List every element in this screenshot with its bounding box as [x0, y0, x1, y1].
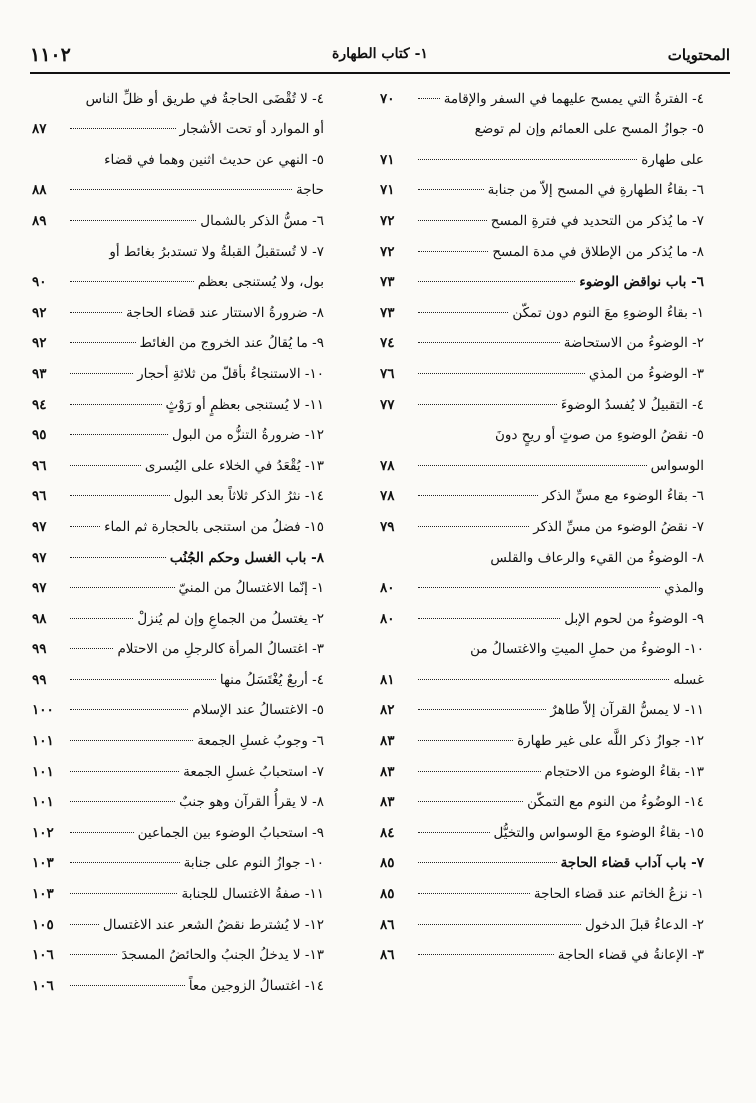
leader-dots — [70, 832, 134, 833]
toc-entry — [380, 902, 704, 933]
entry-title: ٨- باب الغسل وحكم الجُنُب — [169, 549, 324, 566]
entry-title: ٩- ما يُقالُ عند الخروج من الغائط — [139, 335, 324, 352]
toc-entry — [380, 168, 704, 199]
entry-page-number: ٧٧ — [380, 396, 395, 413]
toc-entry — [380, 871, 704, 902]
entry-page-number: ٨٠ — [380, 580, 395, 597]
toc-entry — [32, 137, 324, 168]
entry-page-number: ١٠٣ — [32, 886, 54, 903]
leader-dots — [70, 893, 177, 894]
entry-page-number: ١٠١ — [32, 733, 54, 750]
entry-title: ١- نزعُ الخاتم عند قضاء الحاجة — [533, 886, 704, 903]
leader-dots — [418, 373, 585, 374]
entry-title: ١٣- يُقْعَدُ في الخلاء على اليُسرى — [144, 457, 324, 474]
leader-dots — [70, 189, 292, 190]
toc-entry — [32, 290, 324, 321]
leader-dots — [70, 495, 170, 496]
toc-entry — [32, 627, 324, 658]
leader-dots — [70, 465, 141, 466]
entry-title: ١١- لا يمسُّ القرآن إلاّ طاهرٌ — [550, 702, 704, 719]
entry-title: ٧- استحبابُ غسلِ الجمعة — [183, 763, 324, 780]
entry-page-number: ٧٤ — [380, 335, 395, 352]
entry-page-number: ٩٧ — [32, 518, 47, 535]
leader-dots — [418, 832, 490, 833]
entry-title: ٨- لا يقرأُ القرآن وهو جنبٌ — [179, 794, 324, 811]
leader-dots — [418, 220, 487, 221]
toc-entry — [32, 351, 324, 382]
toc-entry — [32, 321, 324, 352]
leader-dots — [418, 312, 508, 313]
toc-entry — [380, 596, 704, 627]
toc-entry — [32, 688, 324, 719]
entry-page-number: ٧٨ — [380, 457, 395, 474]
entry-page-number: ١٠١ — [32, 794, 54, 811]
entry-title: ٢- يغتسلُ من الجماعِ وإن لم يُنزلْ — [137, 610, 324, 627]
toc-entry — [380, 198, 704, 229]
entry-page-number: ٧٨ — [380, 488, 395, 505]
entry-page-number: ٩٧ — [32, 580, 47, 597]
entry-title: ٨- ضرورةُ الاستتار عند قضاء الحاجة — [126, 304, 324, 321]
leader-dots — [418, 251, 488, 252]
leader-dots — [70, 862, 180, 863]
entry-page-number: ٨٣ — [380, 733, 395, 750]
toc-entry — [380, 229, 704, 260]
entry-title: ١٤- نثرُ الذكر ثلاثاً بعد البول — [173, 488, 324, 505]
entry-title: ٦- بقاءُ الوضوء مع مسِّ الذكر — [542, 488, 704, 505]
toc-chapter-entry — [380, 841, 704, 872]
toc-entry — [32, 871, 324, 902]
entry-title: ٣- الوضوءُ من المذي — [588, 365, 704, 382]
entry-title: ٢- الوضوءُ من الاستحاضة — [563, 335, 704, 352]
toc-entry — [380, 504, 704, 535]
entry-title: والمذي — [664, 580, 704, 597]
entry-title: ٥- نقضُ الوضوءِ من صوتٍ أو ريحٍ دونَ — [495, 427, 704, 444]
leader-dots — [418, 618, 560, 619]
entry-title: ١٥- فضلُ من استنجى بالحجارة ثم الماء — [104, 518, 324, 535]
entry-page-number: ١٠٢ — [32, 824, 54, 841]
entry-page-number: ٩٦ — [32, 488, 47, 505]
leader-dots — [70, 557, 166, 558]
entry-title: ٧- ما يُذكر من التحديد في فترةِ المسح — [490, 212, 704, 229]
entry-title: ٧- باب آداب قضاء الحاجة — [560, 855, 704, 872]
entry-title: ٣- الإعانةُ في قضاء الحاجة — [557, 947, 704, 964]
toc-entry — [380, 566, 704, 597]
running-title: ١- كتاب الطهارة — [332, 46, 428, 62]
toc-entry — [380, 107, 704, 138]
leader-dots — [418, 862, 557, 863]
entry-title: ١٢- لا يُشترط نقضُ الشعر عند الاغتسال — [102, 916, 324, 933]
entry-title: ١٠- الوضوءُ من حملِ الميتِ والاغتسالُ من — [470, 641, 704, 658]
toc-entry — [32, 229, 324, 260]
entry-page-number: ١٠١ — [32, 763, 54, 780]
leader-dots — [418, 740, 513, 741]
leader-dots — [418, 404, 557, 405]
leader-dots — [418, 587, 660, 588]
leader-dots — [70, 342, 136, 343]
entry-title: ٥- النهي عن حديث اثنين وهما في قضاء — [104, 151, 324, 168]
leader-dots — [70, 526, 100, 527]
toc-chapter-entry — [32, 535, 324, 566]
entry-page-number: ٧١ — [380, 182, 395, 199]
leader-dots — [418, 159, 637, 160]
leader-dots — [418, 954, 554, 955]
leader-dots — [70, 404, 162, 405]
entry-page-number: ١٠٠ — [32, 702, 54, 719]
leader-dots — [70, 587, 175, 588]
toc-chapter-entry — [380, 260, 704, 291]
page-number: ١١٠٢ — [30, 44, 71, 66]
leader-dots — [70, 373, 133, 374]
entry-title: غسله — [673, 671, 704, 688]
leader-dots — [418, 679, 669, 680]
leader-dots — [70, 954, 117, 955]
toc-entry — [32, 963, 324, 994]
entry-page-number: ٩٩ — [32, 641, 47, 658]
entry-title: ٨- ما يُذكر من الإطلاق في مدة المسح — [492, 243, 704, 260]
entry-title: حاجة — [295, 182, 324, 199]
toc-entry — [32, 413, 324, 444]
entry-title: ١٠- الاستنجاءُ بأقلّ من ثلاثةِ أحجار — [137, 365, 324, 382]
entry-page-number: ٨٧ — [32, 121, 47, 138]
entry-page-number: ٩٢ — [32, 335, 47, 352]
leader-dots — [418, 189, 484, 190]
entry-title: ١- بقاءُ الوضوءِ معَ النوم دون تمكّن — [512, 304, 704, 321]
toc-entry — [32, 902, 324, 933]
entry-title: ٤- لا تُقْضَى الحاجةُ في طريق أو ظلِّ الناس — [85, 90, 324, 107]
entry-title: ٤- الفترةُ التي يمسح عليهما في السفر والإقامة — [443, 90, 704, 107]
entry-title: ٥- جوازُ المسح على العمائم وإن لم توضع — [474, 121, 704, 138]
entry-page-number: ٧٣ — [380, 274, 395, 291]
entry-page-number: ٧١ — [380, 151, 395, 168]
toc-entry — [32, 443, 324, 474]
entry-page-number: ٨٠ — [380, 610, 395, 627]
toc-column-right — [380, 76, 704, 963]
entry-page-number: ٧٢ — [380, 243, 395, 260]
entry-page-number: ٩٤ — [32, 396, 47, 413]
toc-entry — [380, 657, 704, 688]
entry-page-number: ٩٩ — [32, 671, 47, 688]
leader-dots — [70, 618, 133, 619]
toc-entry — [32, 749, 324, 780]
entry-title: ٥- الاغتسالُ عند الإسلام — [192, 702, 324, 719]
toc-column-left — [32, 76, 324, 994]
entry-page-number: ٨٦ — [380, 916, 395, 933]
leader-dots — [418, 893, 530, 894]
toc-entry — [32, 780, 324, 811]
toc-entry — [32, 474, 324, 505]
entry-title: بول، ولا يُستنجى بعظم — [197, 274, 324, 291]
entry-page-number: ٨٢ — [380, 702, 395, 719]
leader-dots — [418, 495, 538, 496]
toc-entry — [380, 688, 704, 719]
entry-title: ٩- الوضوءُ من لحوم الإبل — [564, 610, 704, 627]
entry-title: ١٣- لا يدخلُ الجنبُ والحائضُ المسجدَ — [121, 947, 324, 964]
toc-entry — [32, 566, 324, 597]
entry-title: ١٤- الوضُوءُ من النوم مع التمكّن — [527, 794, 704, 811]
entry-page-number: ١٠٦ — [32, 947, 54, 964]
entry-page-number: ٨١ — [380, 671, 395, 688]
entry-title: ١١- لا يُستنجى بعظمٍ أو رَوْثٍ — [165, 396, 324, 413]
entry-title: ٩- استحبابُ الوضوء بين الجماعين — [137, 824, 324, 841]
toc-entry — [32, 718, 324, 749]
entry-page-number: ٨٨ — [32, 182, 47, 199]
entry-page-number: ٨٥ — [380, 886, 395, 903]
entry-page-number: ٧٣ — [380, 304, 395, 321]
leader-dots — [70, 801, 175, 802]
entry-page-number: ٩٣ — [32, 365, 47, 382]
entry-page-number: ٨٣ — [380, 763, 395, 780]
leader-dots — [418, 924, 581, 925]
entry-title: ٨- الوضوءُ من القيء والرعاف والقلس — [490, 549, 704, 566]
toc-entry — [32, 107, 324, 138]
entry-page-number: ٧٦ — [380, 365, 395, 382]
entry-page-number: ٧٢ — [380, 212, 395, 229]
entry-title: ٣- اغتسالُ المرأة كالرجلِ من الاحتلام — [117, 641, 324, 658]
entry-title: على طهارة — [641, 151, 704, 168]
leader-dots — [418, 342, 560, 343]
entry-title: ٦- بقاءُ الطهارةِ في المسح إلاّ من جنابة — [487, 182, 704, 199]
entry-page-number: ١٠٦ — [32, 977, 54, 994]
entry-title: ٦- وجوبُ غسلِ الجمعة — [197, 733, 324, 750]
leader-dots — [70, 220, 196, 221]
entry-title: الوسواس — [650, 457, 704, 474]
entry-title: ١٢- ضرورةُ التنزُّه من البول — [171, 427, 324, 444]
toc-entry — [380, 76, 704, 107]
entry-title: ٤- أربعٌ يُغْتَسَلُ منها — [219, 671, 324, 688]
entry-title: ١٠- جوازُ النوم على جنابة — [183, 855, 324, 872]
entry-page-number: ٨٦ — [380, 947, 395, 964]
toc-entry — [380, 290, 704, 321]
entry-title: ١٤- اغتسالُ الزوجين معاً — [188, 977, 324, 994]
entry-title: ٧- لا تُستقبلُ القبلةُ ولا تستدبرُ بغائط أو — [109, 243, 324, 260]
leader-dots — [418, 771, 541, 772]
entry-page-number: ٩٠ — [32, 274, 47, 291]
leader-dots — [70, 679, 216, 680]
toc-entry — [32, 260, 324, 291]
toc-entry — [380, 474, 704, 505]
toc-entry — [32, 382, 324, 413]
toc-entry — [380, 321, 704, 352]
toc-entry — [32, 504, 324, 535]
entry-title: ٧- نقضُ الوضوء من مسِّ الذكر — [533, 518, 704, 535]
toc-entry — [380, 627, 704, 658]
leader-dots — [418, 465, 647, 466]
toc-entry — [380, 443, 704, 474]
leader-dots — [418, 801, 523, 802]
leader-dots — [70, 924, 99, 925]
entry-page-number: ٩٢ — [32, 304, 47, 321]
section-title: المحتويات — [667, 46, 730, 64]
entry-title: ١٢- جوازُ ذكر اللَّه على غير طهارة — [517, 733, 704, 750]
entry-page-number: ١٠٣ — [32, 855, 54, 872]
toc-entry — [380, 749, 704, 780]
toc-entry — [380, 535, 704, 566]
toc-entry — [380, 810, 704, 841]
entry-title: أو الموارد أو تحت الأشجار — [179, 121, 324, 138]
entry-page-number: ٨٤ — [380, 824, 395, 841]
entry-title: ٤- التقبيلُ لا يُفسدُ الوضوءَ — [560, 396, 704, 413]
entry-title: ٦- مسُّ الذكر بالشمال — [200, 212, 324, 229]
entry-page-number: ٨٥ — [380, 855, 395, 872]
toc-entry — [32, 198, 324, 229]
leader-dots — [418, 709, 546, 710]
leader-dots — [418, 281, 575, 282]
toc-entry — [380, 933, 704, 964]
leader-dots — [70, 985, 185, 986]
entry-page-number: ٩٧ — [32, 549, 47, 566]
toc-entry — [380, 413, 704, 444]
leader-dots — [70, 128, 176, 129]
entry-page-number: ٨٩ — [32, 212, 47, 229]
toc-entry — [32, 810, 324, 841]
leader-dots — [418, 526, 529, 527]
entry-title: ١- إنّما الاغتسالُ من المنيّ — [178, 580, 324, 597]
toc-entry — [380, 351, 704, 382]
entry-page-number: ٩٨ — [32, 610, 47, 627]
entry-title: ١٣- بقاءُ الوضوء من الاحتجام — [544, 763, 704, 780]
entry-page-number: ٧٩ — [380, 518, 395, 535]
leader-dots — [70, 709, 188, 710]
entry-title: ١١- صفةُ الاغتسال للجنابة — [181, 886, 324, 903]
leader-dots — [70, 434, 168, 435]
toc-entry — [380, 137, 704, 168]
toc-entry — [380, 718, 704, 749]
entry-page-number: ٩٦ — [32, 457, 47, 474]
toc-entry — [32, 168, 324, 199]
toc-entry — [380, 780, 704, 811]
toc-entry — [32, 596, 324, 627]
toc-entry — [380, 382, 704, 413]
leader-dots — [418, 98, 440, 99]
toc-entry — [32, 657, 324, 688]
entry-title: ٢- الدعاءُ قبلَ الدخول — [585, 916, 704, 933]
leader-dots — [70, 312, 122, 313]
toc-entry — [32, 933, 324, 964]
entry-page-number: ٩٥ — [32, 427, 47, 444]
leader-dots — [70, 281, 194, 282]
entry-page-number: ٧٠ — [380, 90, 395, 107]
toc-entry — [32, 841, 324, 872]
entry-title: ٦- باب نواقض الوضوء — [579, 274, 704, 291]
leader-dots — [70, 648, 113, 649]
toc-entry — [32, 76, 324, 107]
leader-dots — [70, 740, 193, 741]
page-header — [30, 38, 730, 74]
entry-page-number: ٨٣ — [380, 794, 395, 811]
entry-title: ١٥- بقاءُ الوضوء معَ الوسواس والتخيُّل — [493, 824, 704, 841]
leader-dots — [70, 771, 179, 772]
entry-page-number: ١٠٥ — [32, 916, 54, 933]
